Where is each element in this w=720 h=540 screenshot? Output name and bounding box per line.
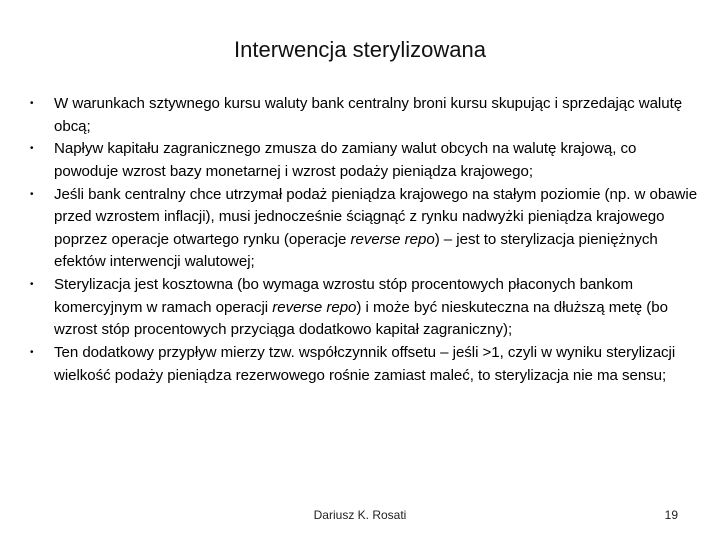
bullet-text-segment: Jeśli bank centralny chce utrzymał podaż pieniądza krajowego na stałym poziomie (np. w obawie przed wzrostem inflacji), musi jednocześnie ściągnąć z rynku nadwyżki pieniądza krajowego poprzez operacje otwartego rynku (operacje — [54, 185, 698, 248]
bullet-item — [24, 184, 700, 274]
bullet-marker: • — [30, 347, 34, 359]
bullet-item — [24, 93, 700, 138]
bullet-text — [54, 344, 675, 384]
bullet-text — [54, 140, 636, 180]
footer-author: Dariusz K. Rosati — [313, 508, 407, 522]
page-number: 19 — [664, 508, 678, 522]
bullet-text — [54, 276, 668, 338]
bullet-list — [24, 93, 700, 387]
bullet-text-segment: ) i może być nieskuteczna na dłuższą metę (bo wzrost stóp procentowych przyciąga dodatkowo kapitał zagraniczny); — [54, 298, 668, 339]
bullet-marker: • — [30, 279, 34, 291]
bullet-text-segment: Napływ kapitału zagranicznego zmusza do zamiany walut obcych na walutę krajową, co powoduje wzrost bazy monetarnej i wzrost podaży pieniądza krajowego; — [54, 140, 637, 180]
bullet-text-segment: Sterylizacja jest kosztowna (bo wymaga wzrostu stóp procentowych płaconych bankom komercyjnym w ramach operacji — [54, 276, 634, 316]
bullet-marker: • — [30, 98, 34, 109]
bullet-item — [24, 342, 700, 387]
slide-title: Interwencja sterylizowana — [234, 37, 486, 62]
bullet-text-segment: ) – jest to sterylizacja pieniężnych efektów interwencji walutowej; — [54, 230, 658, 271]
bullet-text-segment: W warunkach sztywnego kursu waluty bank centralny broni kursu skupując i sprzedając walutę obcą; — [54, 95, 683, 135]
bullet-item — [24, 274, 700, 342]
bullet-marker: • — [30, 143, 34, 155]
bullet-item — [24, 138, 700, 183]
bullet-text — [54, 95, 682, 135]
bullet-marker: • — [30, 188, 34, 200]
bullet-text-segment: Ten dodatkowy przypływ mierzy tzw. współczynnik offsetu – jeśli >1, czyli w wyniku sterylizacji wielkość podaży pieniądza rezerwowego rośnie zamiast maleć, to sterylizacja nie ma sensu; — [54, 344, 676, 384]
bullet-text-italic: reverse repo — [350, 230, 435, 248]
bullet-text-italic: reverse repo — [272, 298, 357, 316]
bullet-text — [54, 186, 697, 271]
